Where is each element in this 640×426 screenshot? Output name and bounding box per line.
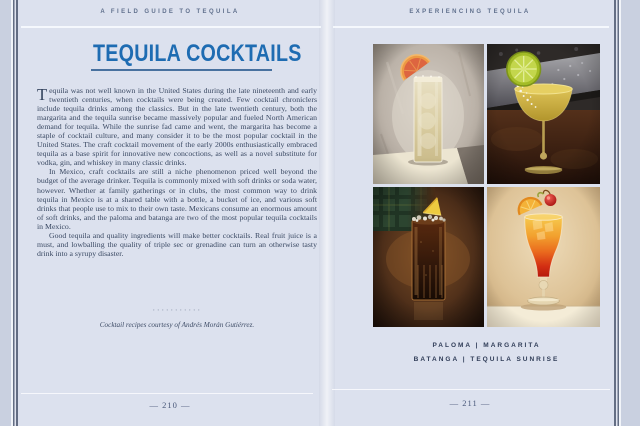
photo-batanga — [373, 187, 484, 327]
left-header-rule — [21, 26, 321, 28]
cocktail-photo-grid — [373, 44, 600, 327]
right-running-header: EXPERIENCING TEQUILA — [409, 9, 531, 15]
body-paragraph-3: Good tequila and quality ingredients will make better cocktails. Real fruit juice is a must, and lowballing the quality of triple sec or grenadine can turn an otherwise tasty drink into a syrupy disaster. — [37, 230, 317, 258]
photo-caption-line-1: PALOMA | MARGARITA — [432, 342, 541, 349]
photo-paloma — [373, 44, 484, 184]
body-text-column — [37, 86, 317, 258]
tequila-sunrise-illustration — [487, 187, 600, 327]
photo-caption-line-2: BATANGA | TEQUILA SUNRISE — [413, 356, 560, 363]
body-paragraph-1 — [37, 86, 317, 167]
book-right-page-edges — [612, 0, 640, 426]
photo-tequila-sunrise — [487, 187, 600, 327]
right-footer-rule — [332, 389, 610, 390]
paloma-illustration — [373, 44, 484, 184]
left-running-header: A FIELD GUIDE TO TEQUILA — [100, 9, 240, 15]
left-page-number: — 210 — — [149, 400, 191, 410]
drop-cap: T — [37, 85, 48, 104]
left-footer-rule — [21, 393, 313, 394]
photo-caption — [363, 339, 610, 367]
book-left-page-edges — [0, 0, 20, 426]
body-paragraph-2: In Mexico, craft cocktails are still a niche phenomenon priced well beyond the budget of the average drinker. Tequila is commonly mixed with soft drinks or soda water, however. Whether at family gatherings or in clubs, the most common way to drink tequila in Mexico is at a shared table with a bottle, a bucket of ice, and various soft drinks that people use to mix to their own taste. Mexicans consume an enormous amount of soft drinks, and the paloma and batanga are two of the most popular tequila cocktails in Mexico. — [37, 167, 317, 231]
photo-margarita — [487, 44, 600, 184]
chapter-title-rule — [91, 69, 272, 71]
recipe-credit-line: Cocktail recipes courtesy of Andrés Morán Gutiérrez. — [99, 321, 255, 329]
chapter-title: TEQUILA COCKTAILS — [93, 40, 302, 67]
batanga-illustration — [373, 187, 484, 327]
right-header-rule — [333, 26, 609, 28]
margarita-illustration — [487, 44, 600, 184]
book-gutter-seam — [319, 0, 335, 426]
paragraph-1-text: equila was not well known in the United States during the late nineteenth and early twentieth centuries, when cocktails were being created. Few cocktail chroniclers include tequila drinks among the classics. But in the late twentieth century, both the margarita and the tequila sunrise became massively popular and fueled North American demand for tequila. While the sunrise fad came and went, the margarita has become a staple of cocktail culture, and many consider it to be the most popular cocktail in the United States. The craft cocktail movement of the early 2000s enthusiastically embraced tequila as a base spirit for innovative new concoctions, as well as a novel substitute for vodka, gin, and whiskey in many classic drinks. — [37, 86, 317, 168]
section-divider-dots: ··········· — [152, 305, 202, 315]
right-page-number: — 211 — — [449, 398, 491, 408]
